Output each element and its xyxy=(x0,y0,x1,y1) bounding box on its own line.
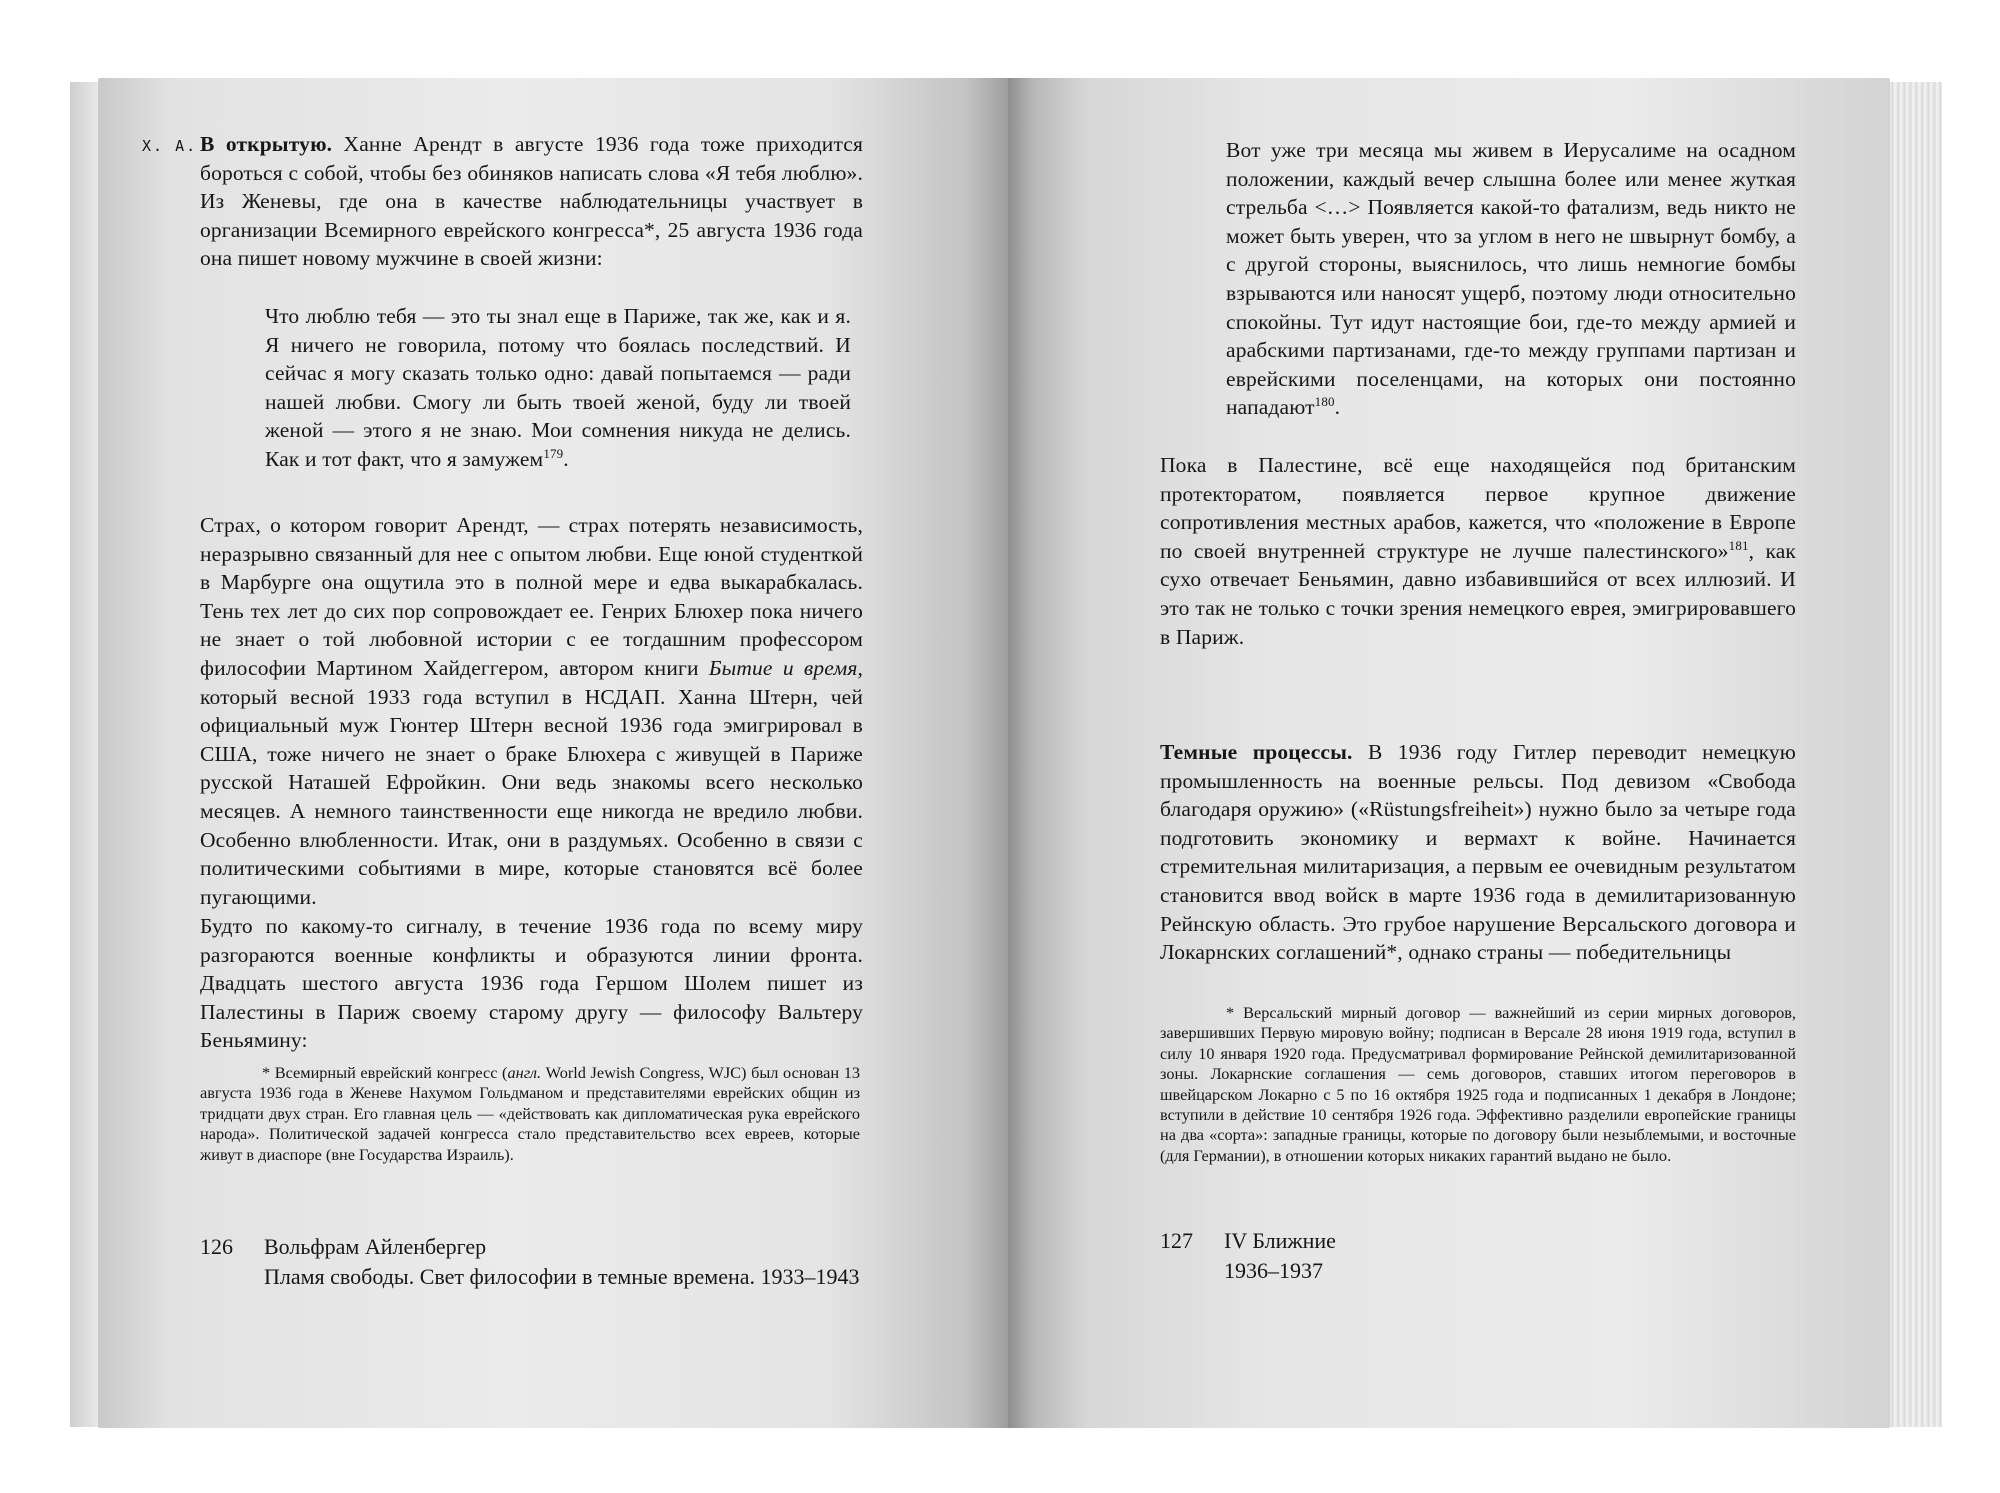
right-block-quote-text: Вот уже три месяца мы живем в Иерусалиме на осадном положении, каждый вечер слышна более или менее жуткая стрельба <…> Появляется какой-то фатализм, ведь никто не может быть уверен, что за углом в него не швырнут бомбу, а с другой стороны, выяснилось, что лишь немногие бомбы взрываются или наносят ущерб, поэтому люди относительно спокойны. Тут идут настоящие бои, где-то между армией и арабскими партизанами, где-то между группами партизан и еврейскими поселенцами, на которых они постоянно нападают xyxy=(1226,138,1796,420)
running-author: Вольфрам Айленбергер xyxy=(264,1234,487,1259)
right-paragraph-1 xyxy=(1160,451,1796,651)
endnote-ref-179: 179 xyxy=(543,445,564,461)
endnote-ref-181: 181 xyxy=(1728,537,1749,553)
page-number-126: 126 xyxy=(200,1234,233,1259)
book-title: Бытие и время xyxy=(708,655,858,680)
right-paragraph-2-text: В 1936 году Гитлер переводит немецкую промышленность на военные рельсы. Под девизом «Свобода благодаря оружию» («Rüstungsfreiheit») нужно было за четыре года подготовить экономику и вермахт к войне. Начинается стремительная милитаризация, а первым ее очевидным результатом становится ввод войск в марте 1936 года в демилитаризованную Рейнскую область. Это грубое нарушение Версальского договора и Локарнских соглашений*, однако страны — победительницы xyxy=(1160,740,1796,965)
left-paragraph-3 xyxy=(200,912,863,1055)
endnote-ref-180: 180 xyxy=(1314,394,1335,410)
page-number-127: 127 xyxy=(1160,1228,1193,1253)
right-paragraph-2 xyxy=(1160,738,1796,967)
left-paragraph-2-text-b: , который весной 1933 года вступил в НСДАП. Ханна Штерн, чей официальный муж Гюнтер Штерн весной 1936 года эмигрировал в США, тоже ничего не знает о браке Блюхера с живущей в Париже русской Наташей Ефройкин. Они ведь знакомы всего несколько месяцев. А немного таинственности еще никогда не вредило любви. Особенно влюбленности. Итак, они в раздумьях. Особенно в связи с политическими событиями в мире, которые становятся всё более пугающими. xyxy=(200,655,863,909)
section-heading-dark-processes: Темные процессы. xyxy=(1160,740,1353,764)
left-block-quote-text: Что люблю тебя — это ты знал еще в Париже, так же, как и я. Я ничего не говорила, потому что боялась последствий. И сейчас я могу сказать только одно: давай попытаемся — ради нашей любви. Смогу ли быть твоей женой, буду ли твоей женой — этого я не знаю. Мои сомнения никуда не делись. Как и тот факт, что я замужем xyxy=(265,304,851,471)
author-marginal-mark: Х. А. xyxy=(142,137,198,155)
left-paragraph-1 xyxy=(200,130,863,273)
left-paragraph-2-text-a: Страх, о котором говорит Арендт, — страх потерять независимость, неразрывно связанный для нее с опытом любви. Еще юной студенткой в Марбурге она ощутила это в полной мере и едва выкарабкалась. Тень тех лет до сих пор сопровождает ее. Генрих Блюхер пока ничего не знает о той любовной истории с ее тогдашним профессором философии Мартином Хайдеггером, автором книги xyxy=(200,513,863,680)
left-paragraph-2 xyxy=(200,511,863,911)
left-running-footer xyxy=(200,1232,920,1302)
right-block-quote: Вот уже три месяца мы живем в Иерусалиме на осадном положении, каждый вечер слышна более или менее жуткая стрельба <…> Появляется какой-то фатализм, ведь никто не может быть уверен, что за углом в него не швырнут бомбу, а с другой стороны, выяснилось, что лишь немногие бомбы взрываются или наносят ущерб, поэтому люди относительно спокойны. Тут идут настоящие бои, где-то между армией и арабскими партизанами, где-то между группами партизан и еврейскими поселенцами, на которых они постоянно нападают$^{180}$. xyxy=(1226,138,1796,420)
right-paragraph-1-text-b: , как сухо отвечает Беньямин, давно избавившийся от всех иллюзий. И это так не только с точки зрения немецкого еврея, эмигрировавшего в Париж. xyxy=(1160,538,1796,649)
left-footnote: * Всемирный еврейский конгресс (англ. World Jewish Congress, WJC) был основан 13 августа 1936 года в Женеве Нахумом Гольдманом и представителями еврейских общин из тридцати двух стран. Его главная цель — «действовать как дипломатическая рука еврейского народа». Политической задачей конгресса стало представительство всех евреев, которые живут в диаспоре (вне Государства Израиль). xyxy=(200,1063,860,1164)
right-running-footer xyxy=(1160,1226,1560,1296)
running-years: 1936–1937 xyxy=(1224,1258,1323,1283)
running-section: IV Ближние xyxy=(1224,1228,1336,1253)
left-paragraph-3-text: Будто по какому-то сигналу, в течение 1936 года по всему миру разгораются военные конфликты и образуются линии фронта. Двадцать шестого августа 1936 года Гершом Шолем пишет из Палестины в Париж своему старому другу — философу Вальтеру Беньямину: xyxy=(200,914,863,1053)
left-block-quote: Что люблю тебя — это ты знал еще в Париже, так же, как и я. Я ничего не говорила, потому что боялась последствий. И сейчас я могу сказать только одно: давай попытаемся — ради нашей любви. Смогу ли быть твоей женой, буду ли твоей женой — этого я не знаю. Мои сомнения никуда не делись. Как и тот факт, что я замужем$^{179}$. xyxy=(265,304,851,471)
running-book-title: Пламя свободы. Свет философии в темные времена. 1933–1943 xyxy=(264,1264,860,1289)
right-footnote: * Версальский мирный договор — важнейший из серии мирных договоров, завершивших Первую мировую войну; подписан в Версале 28 июня 1919 года, вступил в силу 10 января 1920 года. Предусматривал формирование Рейнской демилитаризованной зоны. Локарнские соглашения — семь договоров, ставших итогом переговоров в швейцарском Локарно с 5 по 16 октября 1925 года и подписанных 1 декабря в Лондоне; вступили в действие 10 сентября 1926 года. Эффективно разделили европейские границы на два «сорта»: западные границы, которые по договору были незыблемыми, и восточные (для Германии), в отношении которых никаких гарантий выдано не было. xyxy=(1160,1003,1796,1165)
right-paragraph-1-text-a: Пока в Палестине, всё еще находящейся под британским протекторатом, появляется первое крупное движение сопротивления местных арабов, кажется, что «положение в Европе по своей внутренней структуре не лучше палестинского» xyxy=(1160,453,1796,563)
section-heading-open: В открытую. xyxy=(200,132,333,156)
left-paragraph-1-text: Ханне Арендт в августе 1936 года тоже приходится бороться с собой, чтобы без обиняков написать слова «Я тебя люблю». Из Женевы, где она в качестве наблюдательницы участвует в организации Всемирного еврейского конгресса*, 25 августа 1936 года она пишет новому мужчине в своей жизни: xyxy=(200,132,864,271)
